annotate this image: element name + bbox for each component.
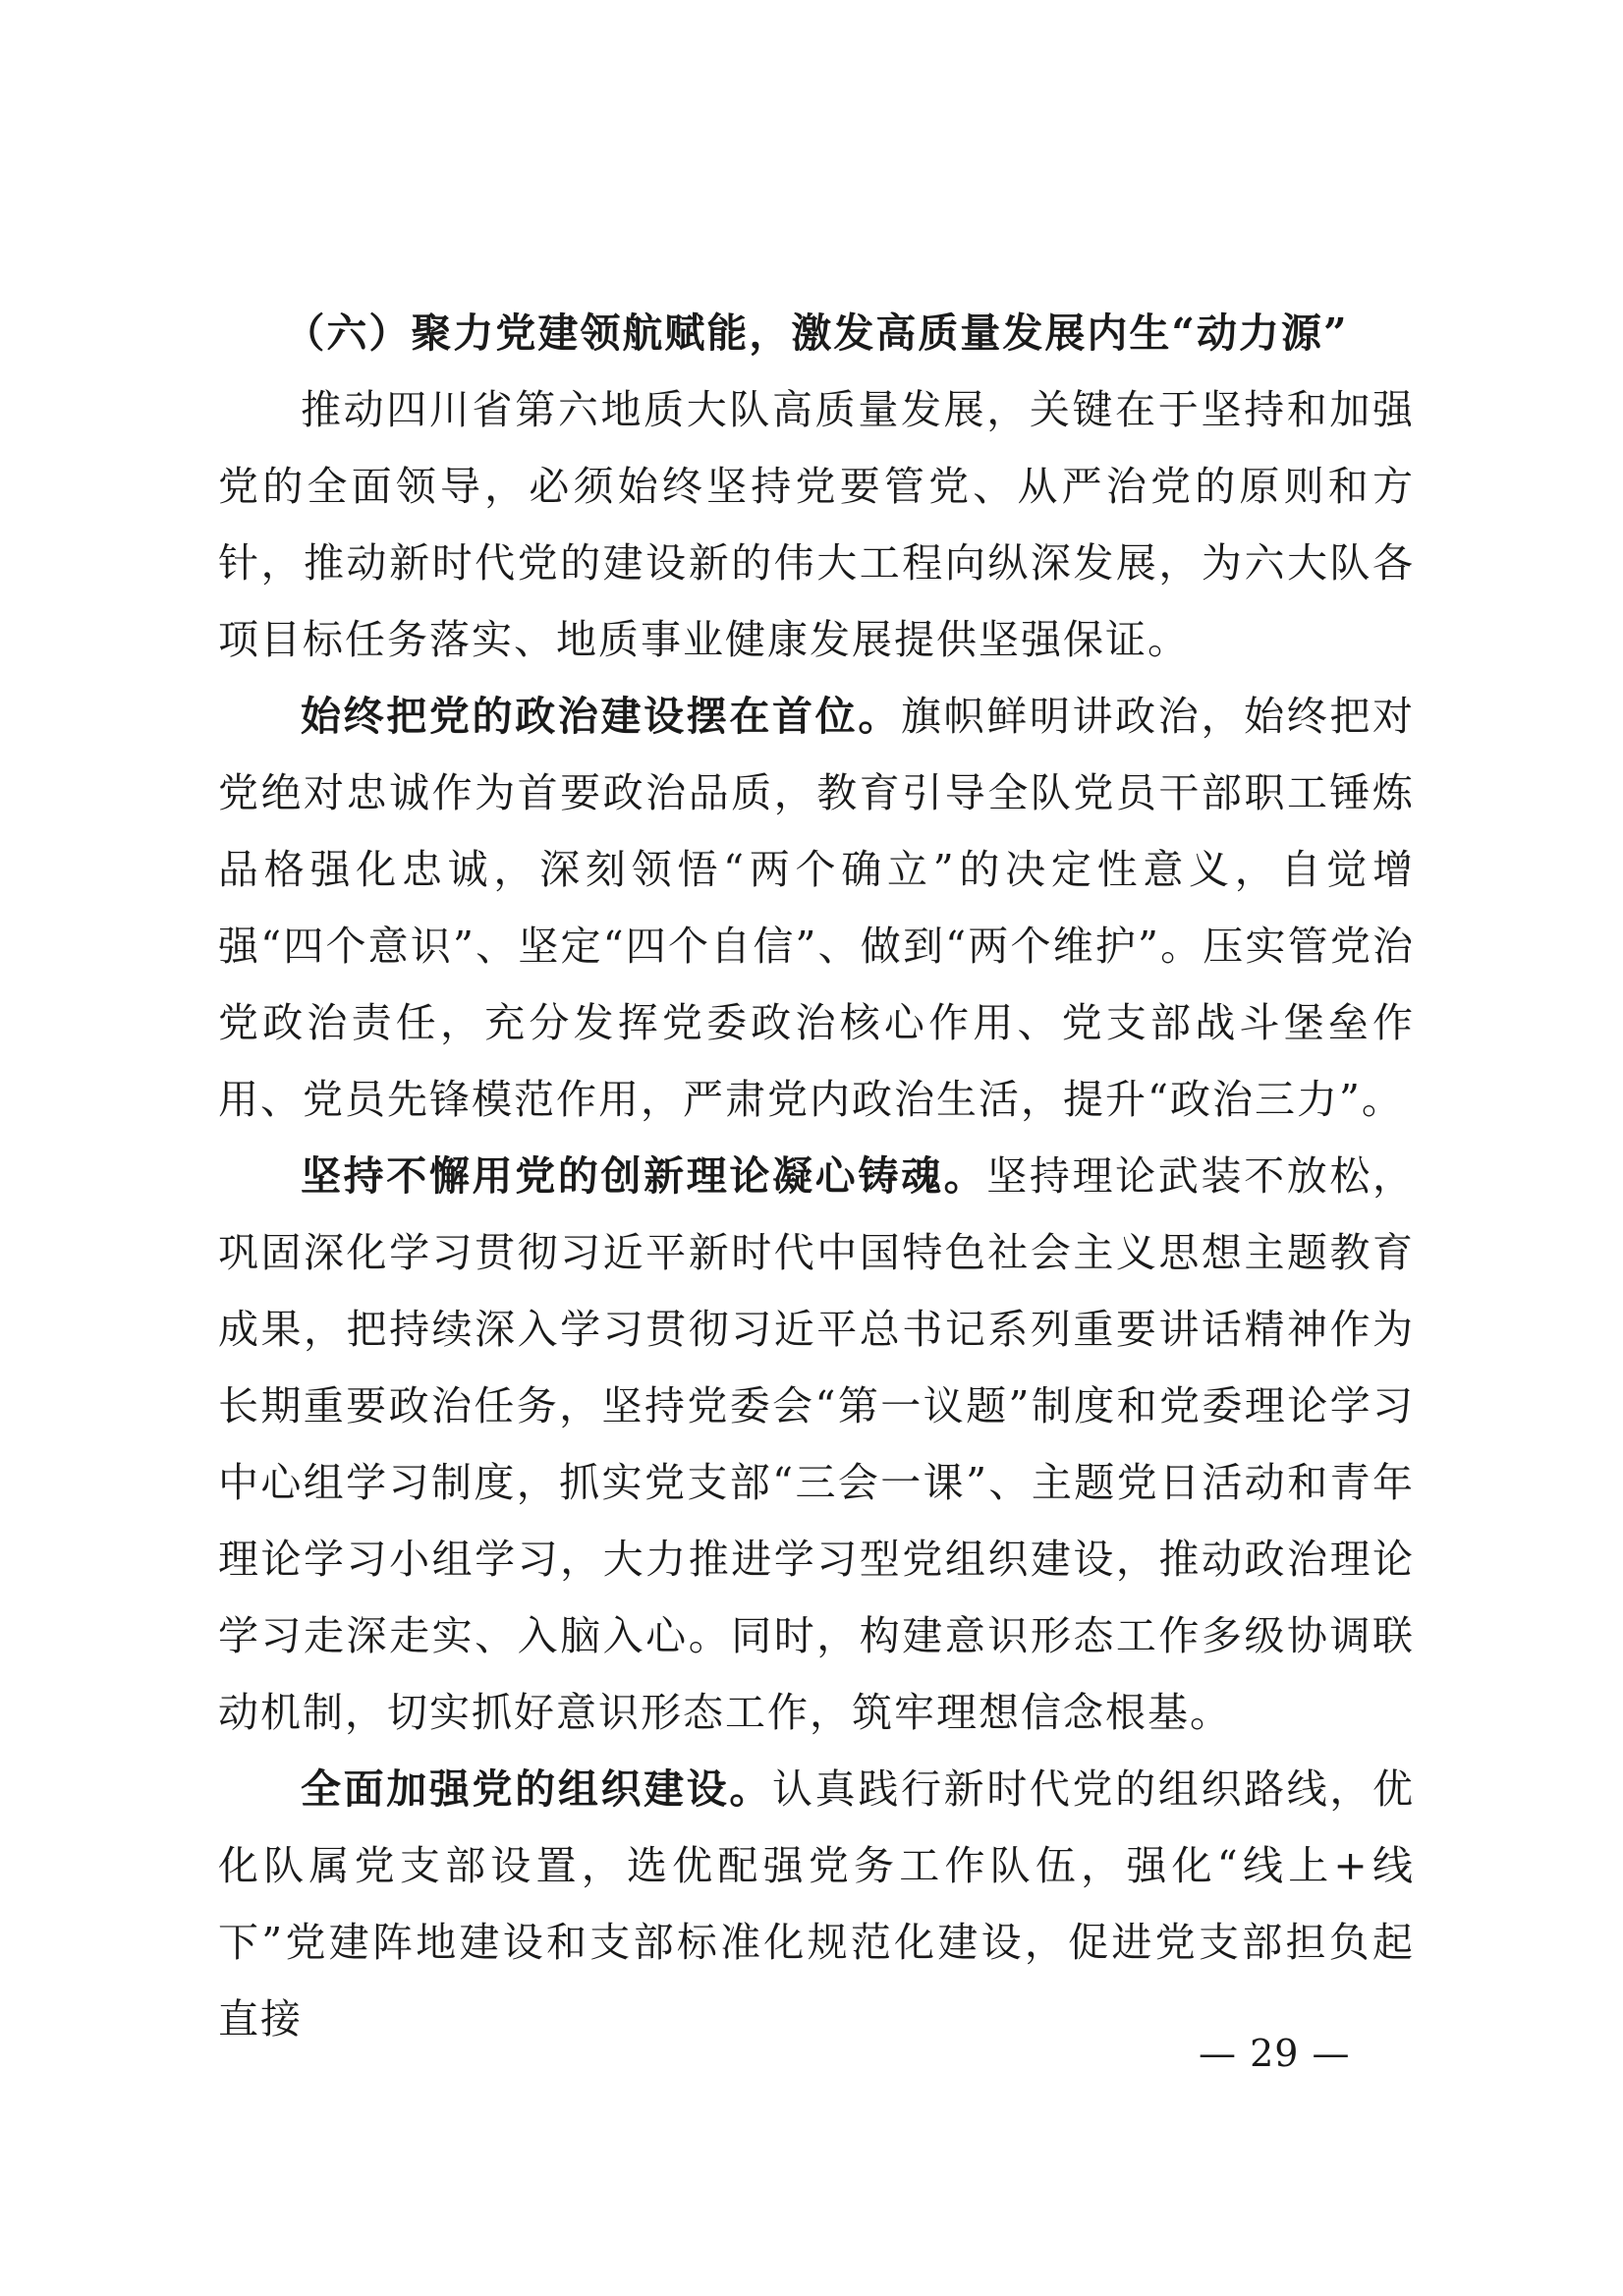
paragraph-lead: 全面加强党的组织建设。 [301,1765,773,1813]
paragraph-organization [218,1751,1415,2057]
paragraph-lead: 始终把党的政治建设摆在首位。 [301,693,901,740]
page-number: — 29 — [1199,2032,1351,2075]
paragraph-text: 推动四川省第六地质大队高质量发展，关键在于坚持和加强党的全面领导，必须始终坚持党要管党、从严治党的原则和方针，推动新时代党的建设新的伟大工程向纵深发展，为六大队各项目标任务落实、地质事业健康发展提供坚强保证。 [218,386,1415,663]
section-heading: （六）聚力党建领航赋能，激发高质量发展内生“动力源” [284,309,1349,357]
paragraph-lead: 坚持不懈用党的创新理论凝心铸魂。 [301,1152,987,1200]
paragraph-text: 坚持理论武装不放松，巩固深化学习贯彻习近平新时代中国特色社会主义思想主题教育成果，把持续深入学习贯彻习近平总书记系列重要讲话精神作为长期重要政治任务，坚持党委会“第一议题”制度和党委理论学习中心组学习制度，抓实党支部“三会一课”、主题党日活动和青年理论学习小组学习，大力推进学习型党组织建设，推动政治理论学习走深走实、入脑入心。同时，构建意识形态工作多级协调联动机制，切实抓好意识形态工作，筑牢理想信念根基。 [218,1152,1416,1736]
paragraph-intro [218,371,1415,678]
page-body [218,295,1415,2057]
paragraph-political-building [218,678,1415,1138]
paragraph-theory [218,1138,1415,1751]
paragraph-text: 旗帜鲜明讲政治，始终把对党绝对忠诚作为首要政治品质，教育引导全队党员干部职工锤炼品格强化忠诚，深刻领悟“两个确立”的决定性意义，自觉增强“四个意识”、坚定“四个自信”、做到“两个维护”。压实管党治党政治责任，充分发挥党委政治核心作用、党支部战斗堡垒作用、党员先锋模范作用，严肃党内政治生活，提升“政治三力”。 [218,693,1416,1123]
paragraph-text: 认真践行新时代党的组织路线，优化队属党支部设置，选优配强党务工作队伍，强化“线上+线下”党建阵地建设和支部标准化规范化建设，促进党支部担负起直接 [218,1765,1416,2043]
